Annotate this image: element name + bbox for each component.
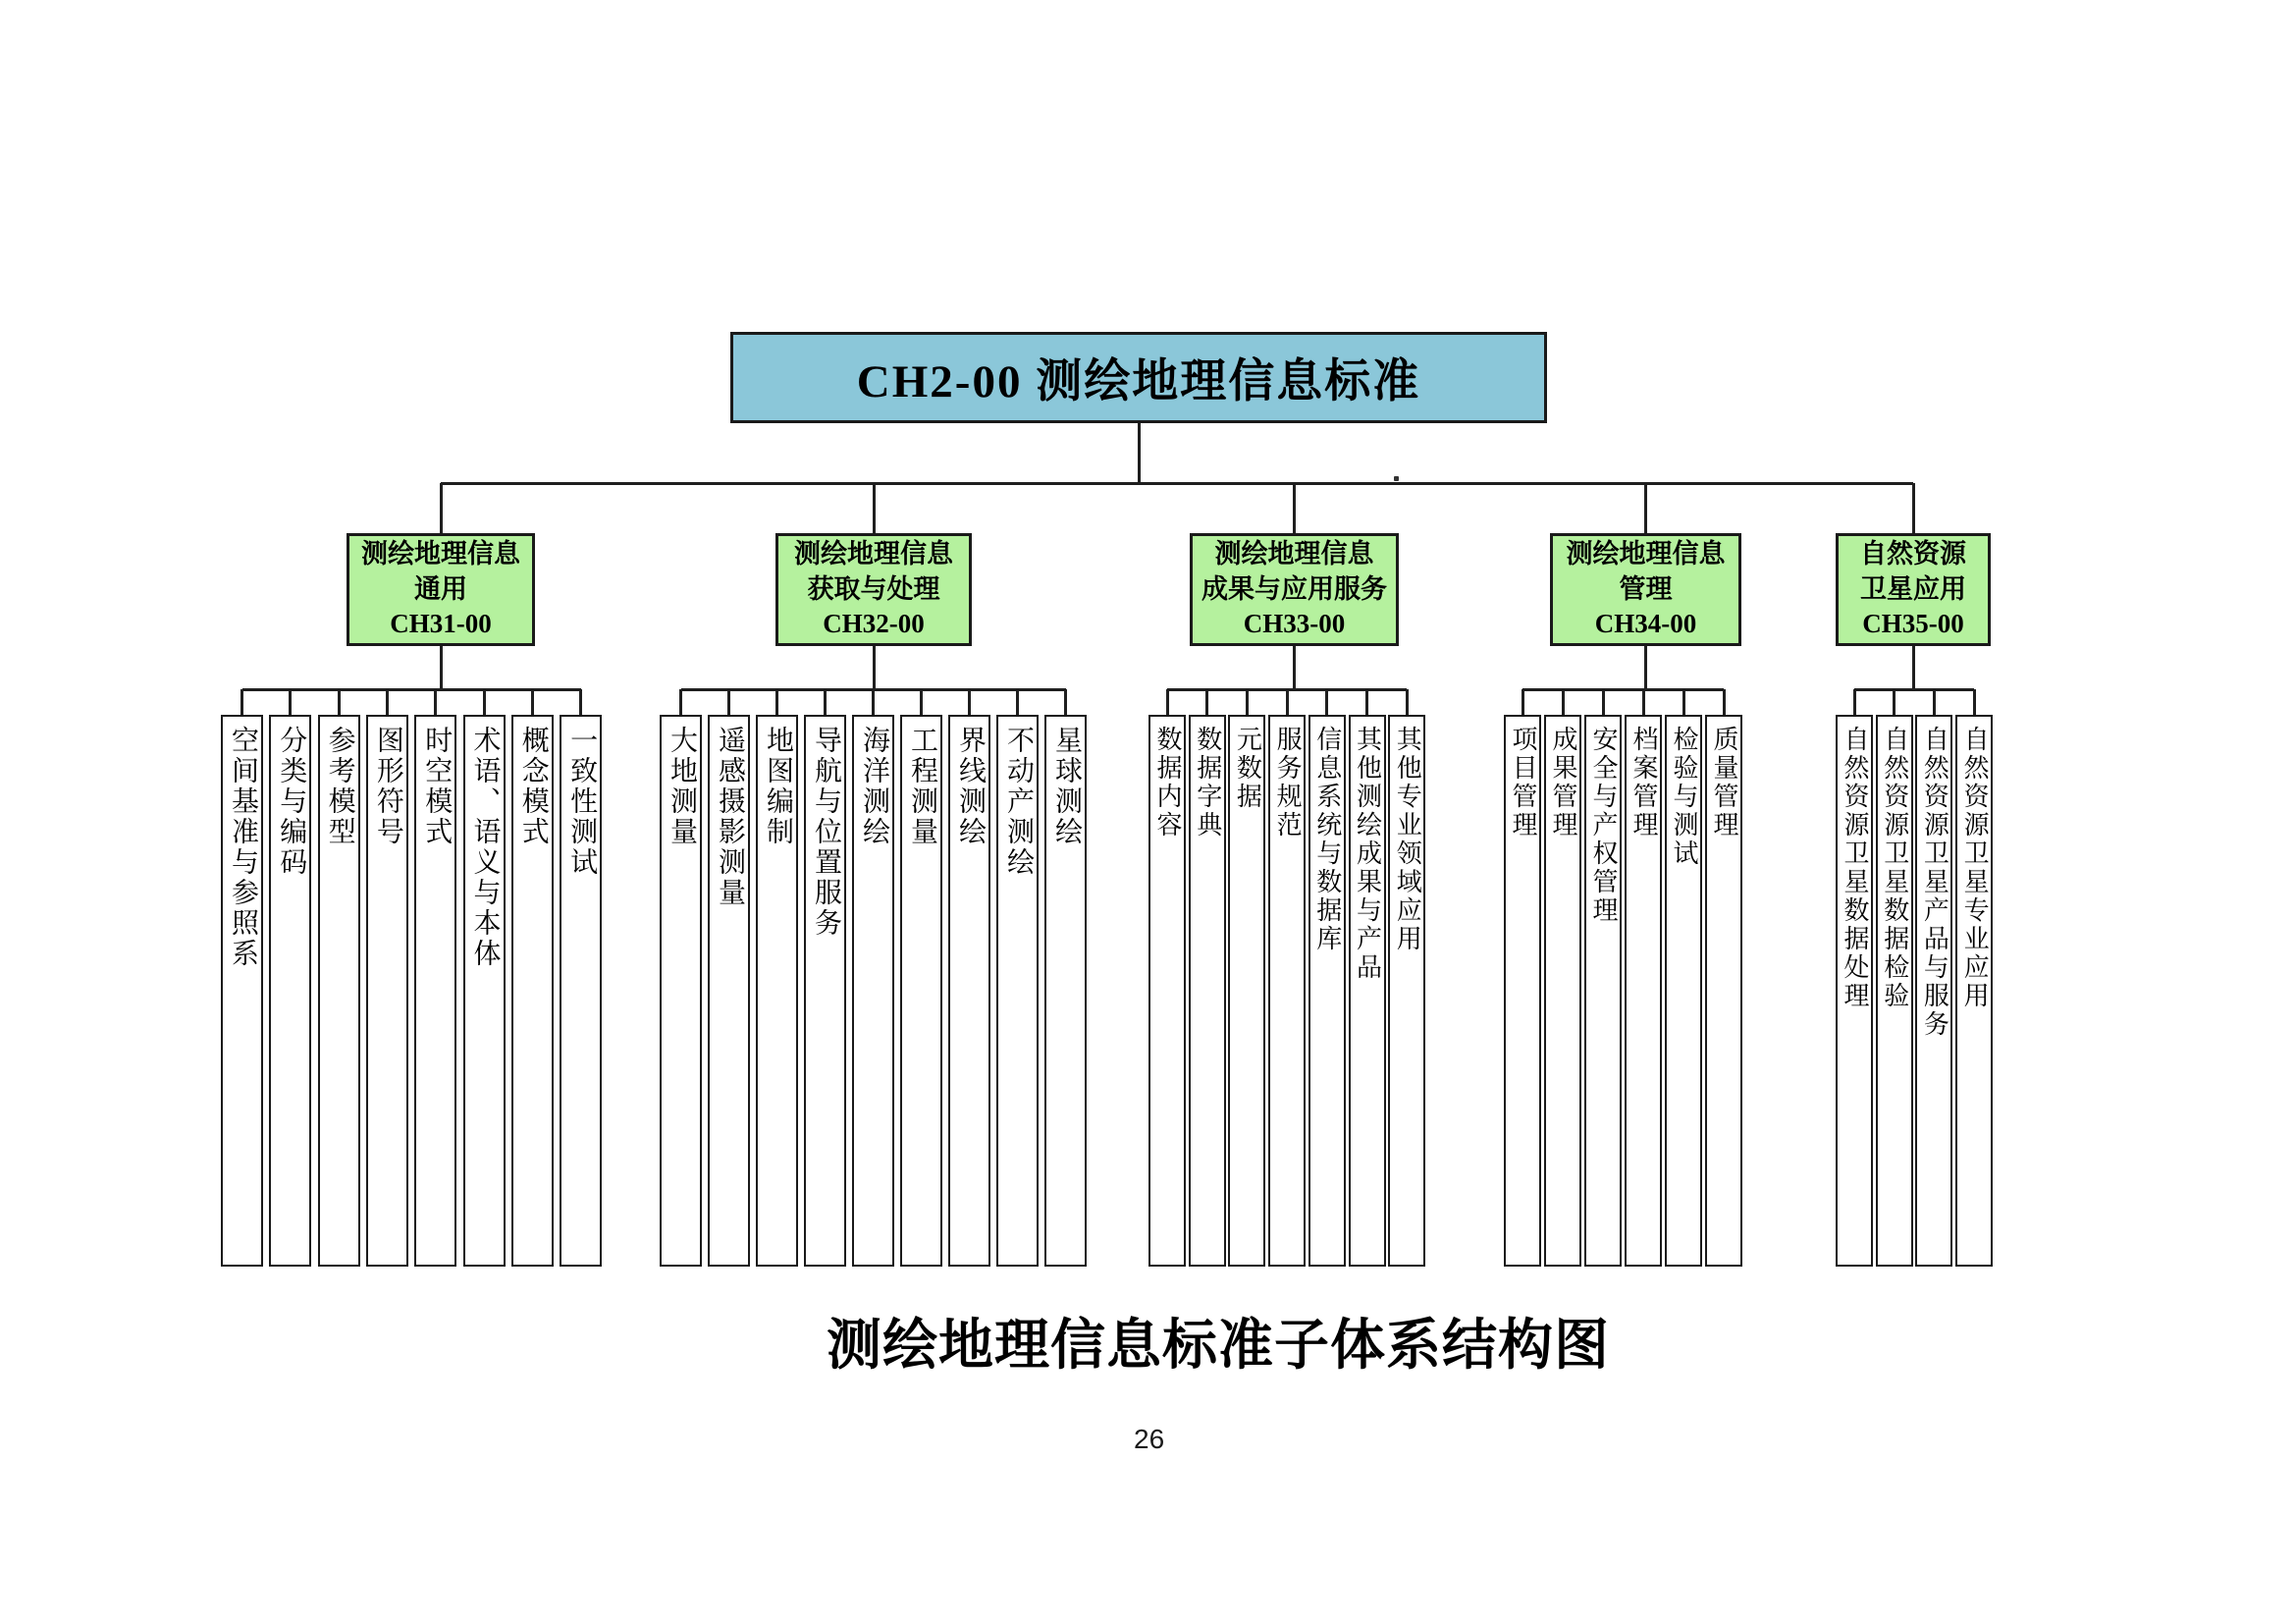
leaf-node: 其他测绘成果与产品 [1349, 715, 1386, 1267]
connector-line [1293, 646, 1296, 689]
connector-line [1893, 689, 1896, 715]
leaf-node: 其他专业领域应用 [1388, 715, 1425, 1267]
branch-title-line: 测绘地理信息 [794, 539, 953, 569]
connector-line [483, 689, 486, 715]
connector-line [1166, 689, 1169, 715]
connector-line [824, 689, 827, 715]
branch-code: CH31-00 [390, 609, 492, 639]
branch-title-line: 测绘地理信息 [1566, 539, 1726, 569]
connector-line [968, 689, 971, 715]
connector-line [1644, 646, 1647, 689]
connector-line [1682, 689, 1685, 715]
connector-line [1723, 689, 1726, 715]
connector-line [1325, 689, 1328, 715]
leaf-node: 信息系统与数据库 [1308, 715, 1346, 1267]
leaf-node: 项目管理 [1504, 715, 1541, 1267]
leaf-node: 不动产测绘 [996, 715, 1039, 1267]
diagram-caption: 测绘地理信息标准子体系结构图 [827, 1316, 1610, 1377]
connector-line [289, 689, 292, 715]
branch-title-line: 成果与应用服务 [1201, 573, 1387, 604]
connector-line [1933, 689, 1936, 715]
connector-line [441, 482, 1913, 485]
connector-line [873, 646, 876, 689]
connector-line [1286, 689, 1289, 715]
branch-code: CH35-00 [1862, 609, 1964, 639]
branch-node-ch32-00 [775, 533, 972, 646]
connector-line [440, 483, 443, 533]
branch-node-ch35-00 [1836, 533, 1991, 646]
connector-line [1406, 689, 1409, 715]
leaf-node: 服务规范 [1268, 715, 1306, 1267]
connector-line [240, 689, 243, 715]
connector-line [920, 689, 923, 715]
connector-line [1246, 689, 1249, 715]
leaf-node: 档案管理 [1625, 715, 1662, 1267]
leaf-node: 星球测绘 [1044, 715, 1087, 1267]
branch-node-ch34-00 [1550, 533, 1741, 646]
branch-title-line: 管理 [1619, 573, 1673, 604]
leaf-node: 成果管理 [1544, 715, 1581, 1267]
connector-line [1016, 689, 1019, 715]
connector-line [1853, 689, 1856, 715]
branch-title-line: 自然资源 [1860, 539, 1966, 569]
branch-code: CH34-00 [1594, 609, 1697, 639]
connector-line [338, 689, 341, 715]
connector-line [1562, 689, 1565, 715]
connector-line [1064, 689, 1067, 715]
leaf-node: 导航与位置服务 [804, 715, 846, 1267]
connector-line [434, 689, 437, 715]
connector-line [1522, 689, 1524, 715]
connector-line [531, 689, 534, 715]
connector-line [1522, 688, 1724, 691]
leaf-node: 自然资源卫星数据处理 [1836, 715, 1873, 1267]
page-number: 26 [1134, 1424, 1165, 1454]
leaf-node: 自然资源卫星产品与服务 [1915, 715, 1952, 1267]
connector-line [1854, 688, 1974, 691]
leaf-node: 海洋测绘 [852, 715, 894, 1267]
leaf-node: 数据字典 [1189, 715, 1226, 1267]
branch-node-ch33-00 [1190, 533, 1399, 646]
branch-title-line: 通用 [414, 573, 467, 604]
connector-line [1365, 689, 1368, 715]
branch-code: CH32-00 [823, 609, 925, 639]
leaf-node: 检验与测试 [1665, 715, 1702, 1267]
connector-line [727, 689, 730, 715]
leaf-node: 图形符号 [366, 715, 408, 1267]
connector-line [1138, 423, 1141, 483]
connector-line [1644, 483, 1647, 533]
leaf-node: 概念模式 [511, 715, 554, 1267]
connector-line [1973, 689, 1976, 715]
leaf-node: 术语、语义与本体 [463, 715, 506, 1267]
leaf-node: 遥感摄影测量 [708, 715, 750, 1267]
connector-line [579, 689, 582, 715]
leaf-node: 安全与产权管理 [1584, 715, 1622, 1267]
leaf-node: 工程测量 [900, 715, 942, 1267]
branch-title-line: 卫星应用 [1860, 573, 1966, 604]
branch-title-line: 测绘地理信息 [1214, 539, 1374, 569]
connector-line [1912, 646, 1915, 689]
connector-line [440, 646, 443, 689]
leaf-node: 元数据 [1228, 715, 1265, 1267]
branch-node-ch31-00 [347, 533, 535, 646]
leaf-node: 大地测量 [660, 715, 702, 1267]
leaf-node: 自然资源卫星专业应用 [1955, 715, 1993, 1267]
root-node: CH2-00 测绘地理信息标准 [730, 332, 1547, 423]
branch-title-line: 获取与处理 [807, 573, 940, 604]
connector-line [873, 483, 876, 533]
connector-line [872, 689, 875, 715]
connector-line [1642, 689, 1645, 715]
leaf-node: 分类与编码 [269, 715, 311, 1267]
leaf-node: 数据内容 [1148, 715, 1186, 1267]
branch-title-line: 测绘地理信息 [361, 539, 520, 569]
leaf-node: 地图编制 [756, 715, 798, 1267]
connector-line [775, 689, 778, 715]
branch-code: CH33-00 [1243, 609, 1346, 639]
leaf-node: 自然资源卫星数据检验 [1876, 715, 1913, 1267]
connector-line [679, 689, 682, 715]
leaf-node: 参考模型 [318, 715, 360, 1267]
leaf-node: 空间基准与参照系 [221, 715, 263, 1267]
leaf-node: 质量管理 [1705, 715, 1742, 1267]
leaf-node: 时空模式 [414, 715, 456, 1267]
scan-artifact-dot [1394, 476, 1399, 481]
connector-line [1293, 483, 1296, 533]
connector-line [1912, 483, 1915, 533]
connector-line [386, 689, 389, 715]
leaf-node: 一致性测试 [560, 715, 602, 1267]
connector-line [1205, 689, 1208, 715]
leaf-node: 界线测绘 [948, 715, 990, 1267]
connector-line [1602, 689, 1605, 715]
